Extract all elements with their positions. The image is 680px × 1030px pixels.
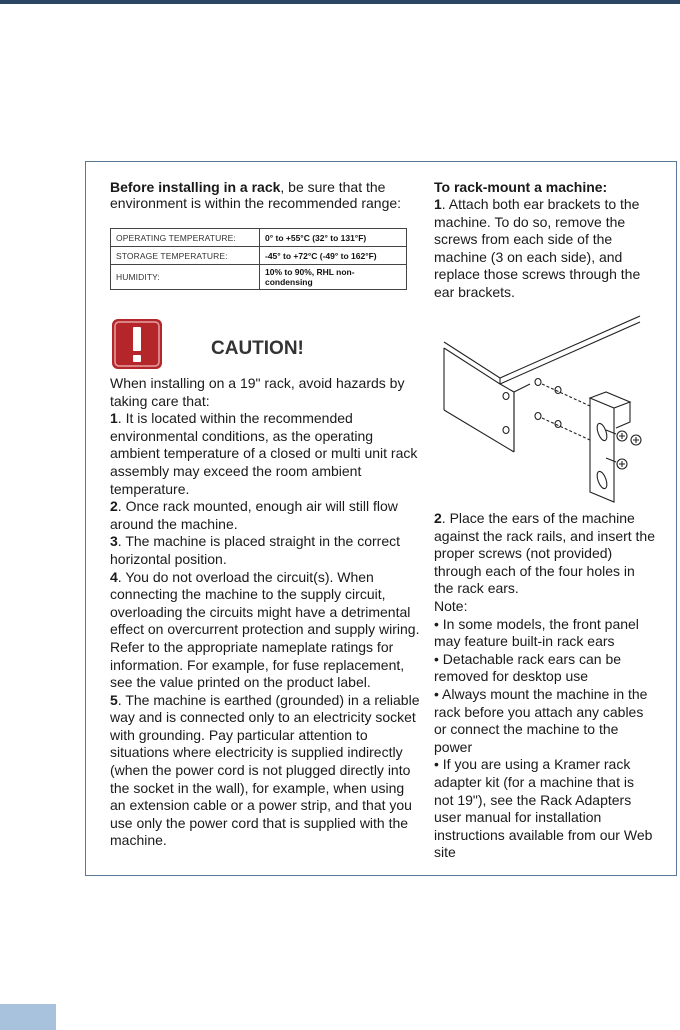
note-item: • In some models, the front panel may feature built-in rack ears	[434, 615, 639, 650]
table-row	[111, 247, 407, 265]
note-item: • Always mount the machine in the rack before you attach any cables or connect the machine to the power	[434, 685, 648, 755]
table-row	[111, 265, 407, 290]
environment-table	[110, 228, 407, 290]
rackmount-steps	[434, 179, 654, 302]
caution-item: 3. The machine is placed straight in the correct horizontal position.	[110, 533, 401, 567]
env-value: 0° to +55°C (32° to 131°F)	[260, 229, 407, 247]
env-value: -45° to +72°C (-49° to 162°F)	[260, 247, 407, 265]
note-item: • Detachable rack ears can be removed for desktop use	[434, 650, 622, 685]
env-label: OPERATING TEMPERATURE:	[111, 229, 260, 247]
caution-item: 1. It is located within the recommended environmental conditions, as the operating ambient temperature of a closed or multi unit rack assembly may exceed the room ambient temperature.	[110, 410, 418, 497]
env-label: STORAGE TEMPERATURE:	[111, 247, 260, 265]
note-item: • If you are using a Kramer rack adapter kit (for a machine that is not 19"), see the Rack Adapters user manual for installation instructions available from our Web site	[434, 756, 653, 861]
install-lead-bold: Before installing in a rack	[110, 179, 281, 195]
rackmount-step: 1. Attach both ear brackets to the machine. To do so, remove the screws from each side of the machine (3 on each side), and replace those screws through the ear brackets.	[434, 196, 641, 300]
caution-title: CAUTION!	[211, 338, 304, 359]
install-lead-rest: , be sure that the environment is within the recommended range:	[110, 179, 402, 211]
rack-ear-illustration	[440, 312, 654, 507]
caution-item: 4. You do not overload the circuit(s). When connecting the machine to the supply circuit, overloading the circuits might have a detrimental effect on overcurrent protection and supply wiring. Refer to the appropriate nameplate ratings for information. For example, for fuse replacement, see the value printed on the product label.	[110, 568, 420, 691]
caution-intro: When installing on a 19" rack, avoid hazards by taking care that:	[110, 375, 405, 409]
page-number-tab	[0, 1004, 56, 1030]
exclamation-icon	[112, 319, 162, 369]
table-row	[111, 229, 407, 247]
env-label: HUMIDITY:	[111, 265, 260, 290]
caution-item: 2. Once rack mounted, enough air will still flow around the machine.	[110, 498, 398, 532]
caution-item: 5. The machine is earthed (grounded) in a reliable way and is connected only to an electricity socket with grounding. Pay particular attention to situations where electricity is supplied indirectly (when the power cord is not plugged directly into the socket in the wall), for example, when using an extension cable or a power strip, and that you use only the power cord that is supplied with the machine.	[110, 691, 420, 849]
env-value: 10% to 90%, RHL non-condensing	[260, 265, 407, 290]
caution-text	[110, 375, 422, 850]
rackmount-step: 2. Place the ears of the machine against the rack rails, and insert the proper screws (not provided) through each of the four holes in the rack ears.	[434, 510, 656, 597]
header-bar	[0, 0, 680, 4]
install-intro	[110, 179, 418, 211]
note-label: Note:	[434, 597, 468, 614]
rackmount-step2	[434, 510, 656, 862]
rackmount-title: To rack-mount a machine:	[434, 179, 608, 195]
